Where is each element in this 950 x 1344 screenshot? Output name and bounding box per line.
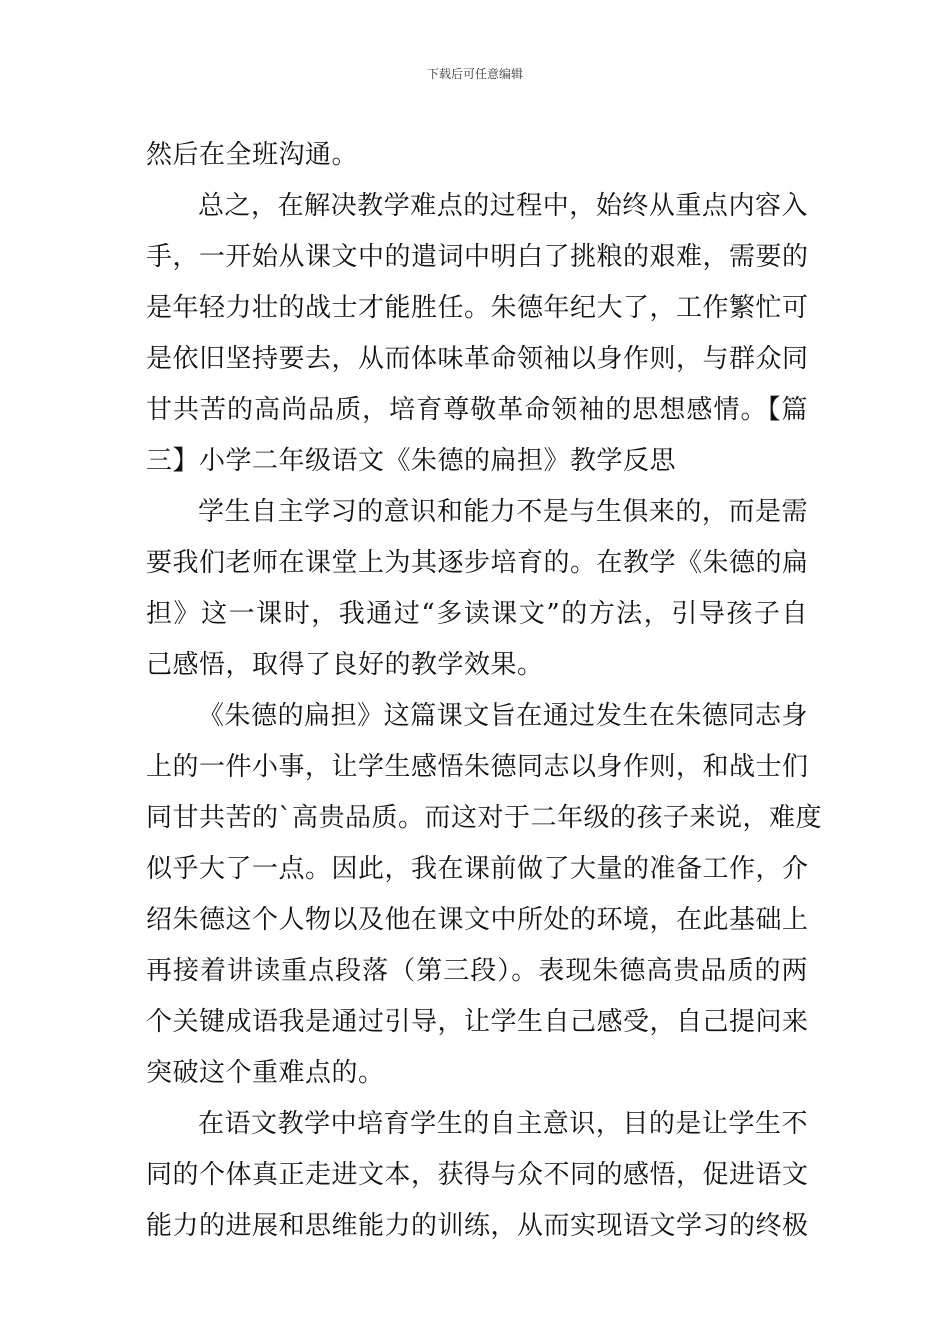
text-line: 担》这一课时，我通过“多读课文”的方法，引导孩子自 <box>146 599 808 629</box>
text-line: 个关键成语我是通过引导，让学生自己感受，自己提问来 <box>146 1007 809 1037</box>
text-line: 要我们老师在课堂上为其逐步培育的。在教学《朱德的扁 <box>146 548 809 578</box>
text-line: 甘共苦的高尚品质，培育尊敬革命领袖的思想感情。【篇 <box>146 395 808 425</box>
text-line: 再接着讲读重点段落（第三段）。表现朱德高贵品质的两 <box>146 956 808 986</box>
text-line: 是依旧坚持要去，从而体味革命领袖以身作则，与群众同 <box>146 344 809 374</box>
text-line: 同甘共苦的`高贵品质。而这对于二年级的孩子来说，难度 <box>146 803 823 833</box>
text-line: 学生自主学习的意识和能力不是与生俱来的，而是需 <box>198 497 808 527</box>
text-line: 似乎大了一点。因此，我在课前做了大量的准备工作，介 <box>146 854 809 884</box>
text-line: 然后在全班沟通。 <box>146 140 359 170</box>
text-line: 上的一件小事，让学生感悟朱德同志以身作则，和战士们 <box>146 752 809 782</box>
document-body <box>146 130 823 1252</box>
text-line: 绍朱德这个人物以及他在课文中所处的环境，在此基础上 <box>146 905 809 935</box>
text-line: 己感悟，取得了良好的教学效果。 <box>146 650 544 680</box>
text-line: 能力的进展和思维能力的训练，从而实现语文学习的终极 <box>146 1211 809 1241</box>
text-line: 三】小学二年级语文《朱德的扁担》教学反思 <box>146 446 677 476</box>
text-line: 《朱德的扁担》这篇课文旨在通过发生在朱德同志身 <box>198 701 808 731</box>
text-line: 总之，在解决教学难点的过程中，始终从重点内容入 <box>198 191 808 221</box>
text-line: 是年轻力壮的战士才能胜任。朱德年纪大了，工作繁忙可 <box>146 293 809 323</box>
text-line: 手，一开始从课文中的遣词中明白了挑粮的艰难，需要的 <box>146 242 809 272</box>
text-line: 同的个体真正走进文本，获得与众不同的感悟，促进语文 <box>146 1160 809 1190</box>
text-line: 突破这个重难点的。 <box>146 1058 385 1088</box>
text-line: 在语文教学中培育学生的自主意识，目的是让学生不 <box>198 1109 808 1139</box>
page-header: 下载后可任意编辑 <box>426 67 523 81</box>
